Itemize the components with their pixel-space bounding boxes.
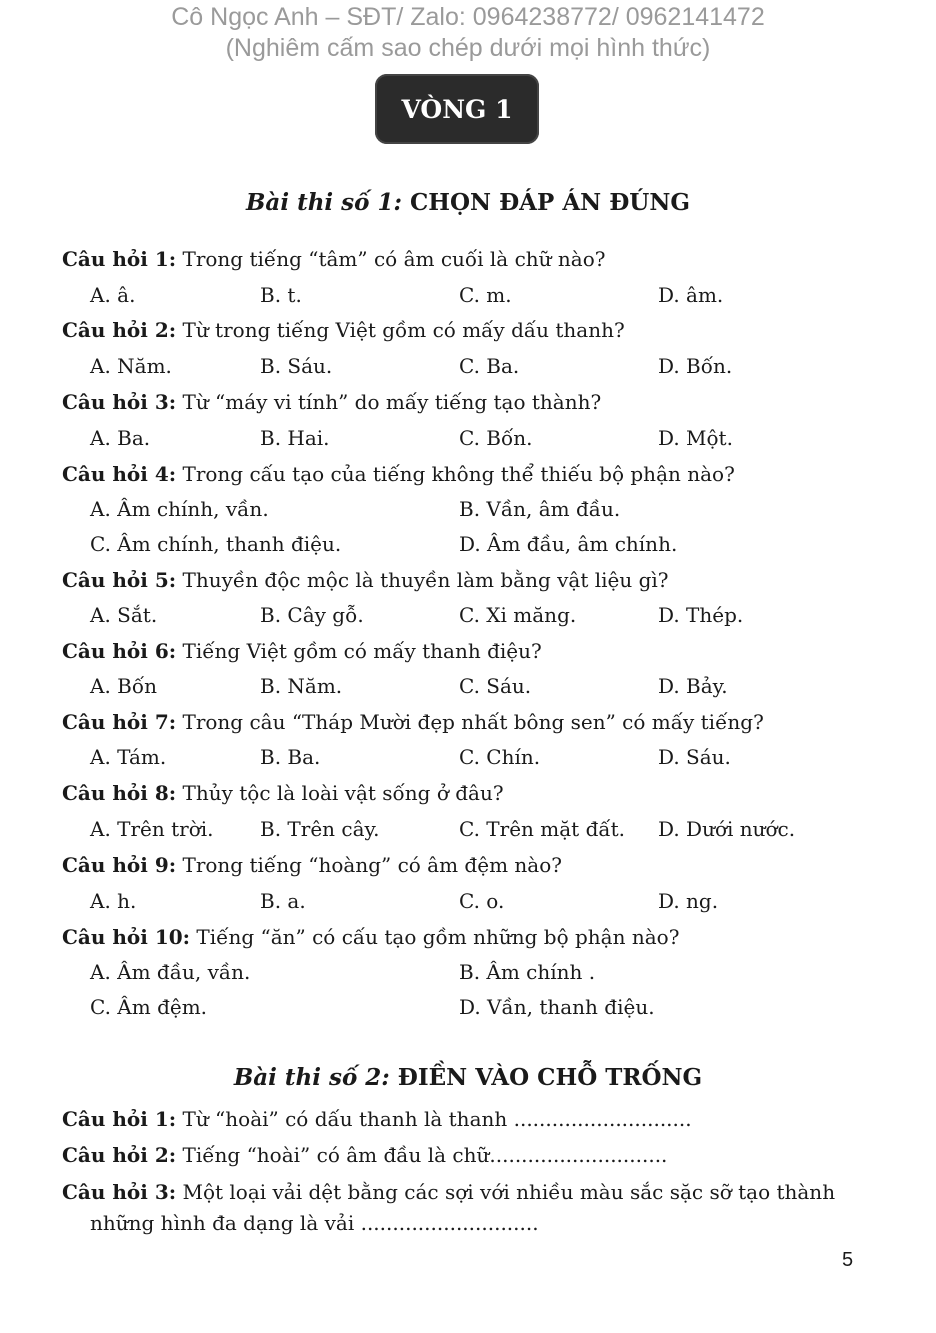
- option-c: C. Sáu.: [459, 674, 532, 698]
- option-c: C. Bốn.: [459, 426, 533, 450]
- question-text: Từ “hoài” có dấu thanh là thanh ............................: [176, 1107, 692, 1131]
- question-label: Câu hỏi 4:: [62, 462, 177, 486]
- option-d: D. ng.: [658, 889, 719, 913]
- option-b: B. Cây gỗ.: [260, 603, 364, 627]
- question-1: [62, 247, 605, 271]
- round-label: VÒNG 1: [401, 94, 513, 124]
- question-text: Trong tiếng “tâm” có âm cuối là chữ nào?: [176, 247, 606, 271]
- option-a: A. â.: [90, 283, 136, 307]
- fill-question-3: [62, 1180, 835, 1204]
- question-text: Trong câu “Tháp Mười đẹp nhất bông sen” có mấy tiếng?: [176, 710, 764, 734]
- option-b: B. Âm chính .: [459, 960, 596, 984]
- fill-question-3-continuation: những hình đa dạng là vải ............................: [90, 1211, 539, 1235]
- question-label: Câu hỏi 10:: [62, 925, 191, 949]
- option-a: A. Ba.: [90, 426, 151, 450]
- option-b: B. Trên cây.: [260, 817, 380, 841]
- question-label: Câu hỏi 1:: [62, 1107, 177, 1131]
- option-a: A. Tám.: [90, 745, 167, 769]
- question-5: [62, 568, 669, 592]
- question-3: [62, 390, 601, 414]
- option-b: B. Sáu.: [260, 354, 333, 378]
- question-label: Câu hỏi 3:: [62, 390, 177, 414]
- question-label: Câu hỏi 2:: [62, 318, 177, 342]
- option-a: A. Âm đầu, vần.: [90, 960, 251, 984]
- question-2: [62, 318, 625, 342]
- option-d: D. Dưới nước.: [658, 817, 796, 841]
- option-c: C. m.: [459, 283, 512, 307]
- option-b: B. Năm.: [260, 674, 343, 698]
- option-c: C. Âm đệm.: [90, 995, 208, 1019]
- question-10: [62, 925, 679, 949]
- question-label: Câu hỏi 1:: [62, 247, 177, 271]
- option-a: A. Trên trời.: [90, 817, 214, 841]
- fill-question-2: [62, 1143, 667, 1167]
- option-c: C. Trên mặt đất.: [459, 817, 626, 841]
- option-d: D. Bảy.: [658, 674, 728, 698]
- question-label: Câu hỏi 3:: [62, 1180, 177, 1204]
- question-label: Câu hỏi 7:: [62, 710, 177, 734]
- option-c: C. Ba.: [459, 354, 520, 378]
- question-4: [62, 462, 735, 486]
- option-d: D. Bốn.: [658, 354, 733, 378]
- section-2-title-rest: ĐIỀN VÀO CHỖ TRỐNG: [389, 1064, 703, 1091]
- question-text: Từ trong tiếng Việt gồm có mấy dấu thanh?: [176, 318, 625, 342]
- question-label: Câu hỏi 8:: [62, 781, 177, 805]
- watermark-line-2: (Nghiêm cấm sao chép dưới mọi hình thức): [225, 34, 711, 62]
- section-1-title: [0, 189, 936, 216]
- question-6: [62, 639, 542, 663]
- option-d: D. âm.: [658, 283, 724, 307]
- option-c: C. Xi măng.: [459, 603, 577, 627]
- question-label: Câu hỏi 2:: [62, 1143, 177, 1167]
- option-a: A. Âm chính, vần.: [90, 497, 269, 521]
- option-c: C. o.: [459, 889, 505, 913]
- question-9: [62, 853, 562, 877]
- option-a: A. Bốn: [90, 674, 157, 698]
- question-text: Từ “máy vi tính” do mấy tiếng tạo thành?: [176, 390, 602, 414]
- section-2-title: [0, 1064, 936, 1091]
- section-2-title-italic: Bài thi số 2:: [233, 1064, 390, 1091]
- option-d: D. Sáu.: [658, 745, 731, 769]
- question-text: Trong tiếng “hoàng” có âm đệm nào?: [176, 853, 562, 877]
- watermark-line-1: Cô Ngọc Anh – SĐT/ Zalo: 0964238772/ 0962141472: [171, 3, 765, 31]
- question-text: Một loại vải dệt bằng các sợi với nhiều màu sắc sặc sỡ tạo thành: [176, 1180, 836, 1204]
- question-text: Trong cấu tạo của tiếng không thể thiếu bộ phận nào?: [176, 462, 735, 486]
- section-1-title-italic: Bài thi số 1:: [245, 189, 402, 216]
- option-b: B. a.: [260, 889, 306, 913]
- option-d: D. Vần, thanh điệu.: [459, 995, 655, 1019]
- question-text: Tiếng “ăn” có cấu tạo gồm những bộ phận nào?: [190, 925, 680, 949]
- option-c: C. Chín.: [459, 745, 541, 769]
- question-8: [62, 781, 504, 805]
- option-d: D. Một.: [658, 426, 733, 450]
- question-7: [62, 710, 764, 734]
- question-label: Câu hỏi 9:: [62, 853, 177, 877]
- round-badge: [375, 74, 539, 144]
- question-text: Tiếng Việt gồm có mấy thanh điệu?: [176, 639, 542, 663]
- question-text: Tiếng “hoài” có âm đầu là chữ............................: [176, 1143, 668, 1167]
- page-number: 5: [842, 1249, 854, 1271]
- option-b: B. t.: [260, 283, 302, 307]
- option-a: A. h.: [90, 889, 137, 913]
- option-d: D. Âm đầu, âm chính.: [459, 532, 678, 556]
- section-1-title-rest: CHỌN ĐÁP ÁN ĐÚNG: [401, 189, 691, 216]
- option-b: B. Vần, âm đầu.: [459, 497, 621, 521]
- option-c: C. Âm chính, thanh điệu.: [90, 532, 342, 556]
- question-text: Thuyền độc mộc là thuyền làm bằng vật liệu gì?: [176, 568, 669, 592]
- option-b: B. Ba.: [260, 745, 321, 769]
- option-d: D. Thép.: [658, 603, 744, 627]
- question-label: Câu hỏi 6:: [62, 639, 177, 663]
- option-a: A. Năm.: [90, 354, 172, 378]
- question-text: Thủy tộc là loài vật sống ở đâu?: [176, 781, 504, 805]
- question-label: Câu hỏi 5:: [62, 568, 177, 592]
- option-b: B. Hai.: [260, 426, 330, 450]
- option-a: A. Sắt.: [90, 603, 158, 627]
- fill-question-1: [62, 1107, 692, 1131]
